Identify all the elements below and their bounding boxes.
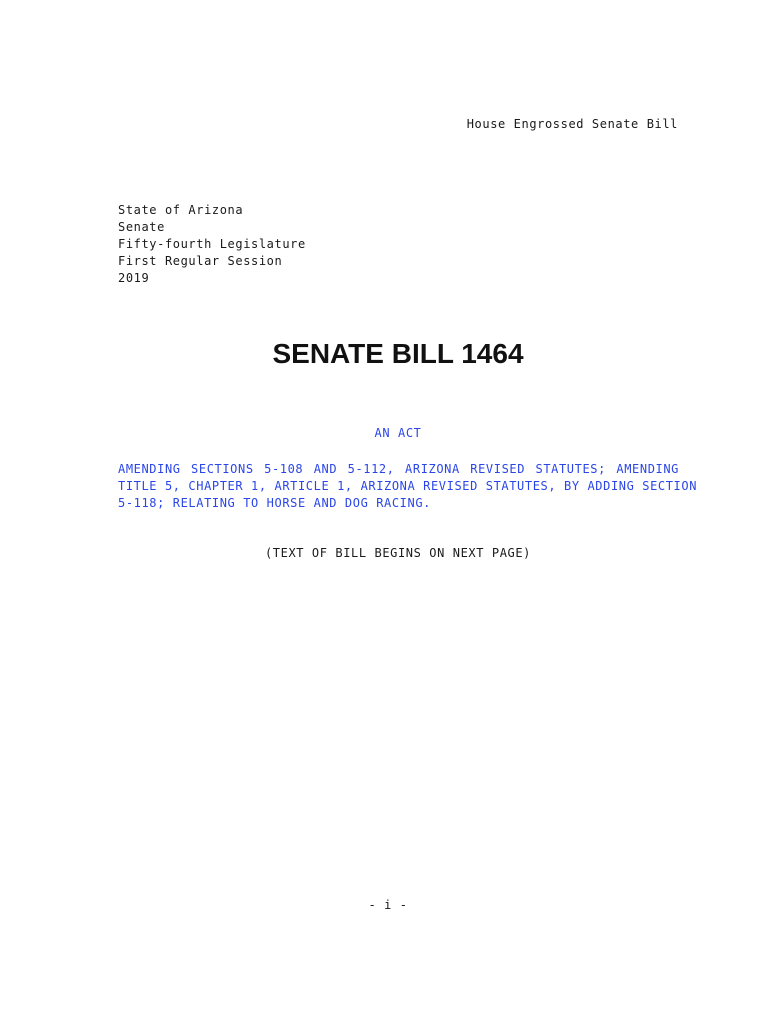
act-label: AN ACT: [374, 426, 422, 440]
page-number: - i -: [368, 898, 408, 912]
year-line: 2019: [118, 271, 150, 285]
state-line: State of Arizona: [118, 203, 244, 217]
legislature-line: Fifty-fourth Legislature: [118, 237, 306, 251]
act-description-line: AMENDING SECTIONS 5-108 AND 5-112, ARIZONA REVISED STATUTES; AMENDING: [118, 462, 679, 476]
text-begins-note: (TEXT OF BILL BEGINS ON NEXT PAGE): [264, 546, 532, 560]
session-line: First Regular Session: [118, 254, 283, 268]
act-description-line: TITLE 5, CHAPTER 1, ARTICLE 1, ARIZONA REVISED STATUTES, BY ADDING SECTION: [118, 479, 698, 493]
bill-title: SENATE BILL 1464: [272, 338, 524, 369]
document-header-label: House Engrossed Senate Bill: [466, 117, 678, 131]
chamber-line: Senate: [118, 220, 165, 234]
act-description-line: 5-118; RELATING TO HORSE AND DOG RACING.: [118, 496, 431, 510]
act-description: [118, 461, 698, 512]
bill-meta-block: [118, 202, 306, 287]
